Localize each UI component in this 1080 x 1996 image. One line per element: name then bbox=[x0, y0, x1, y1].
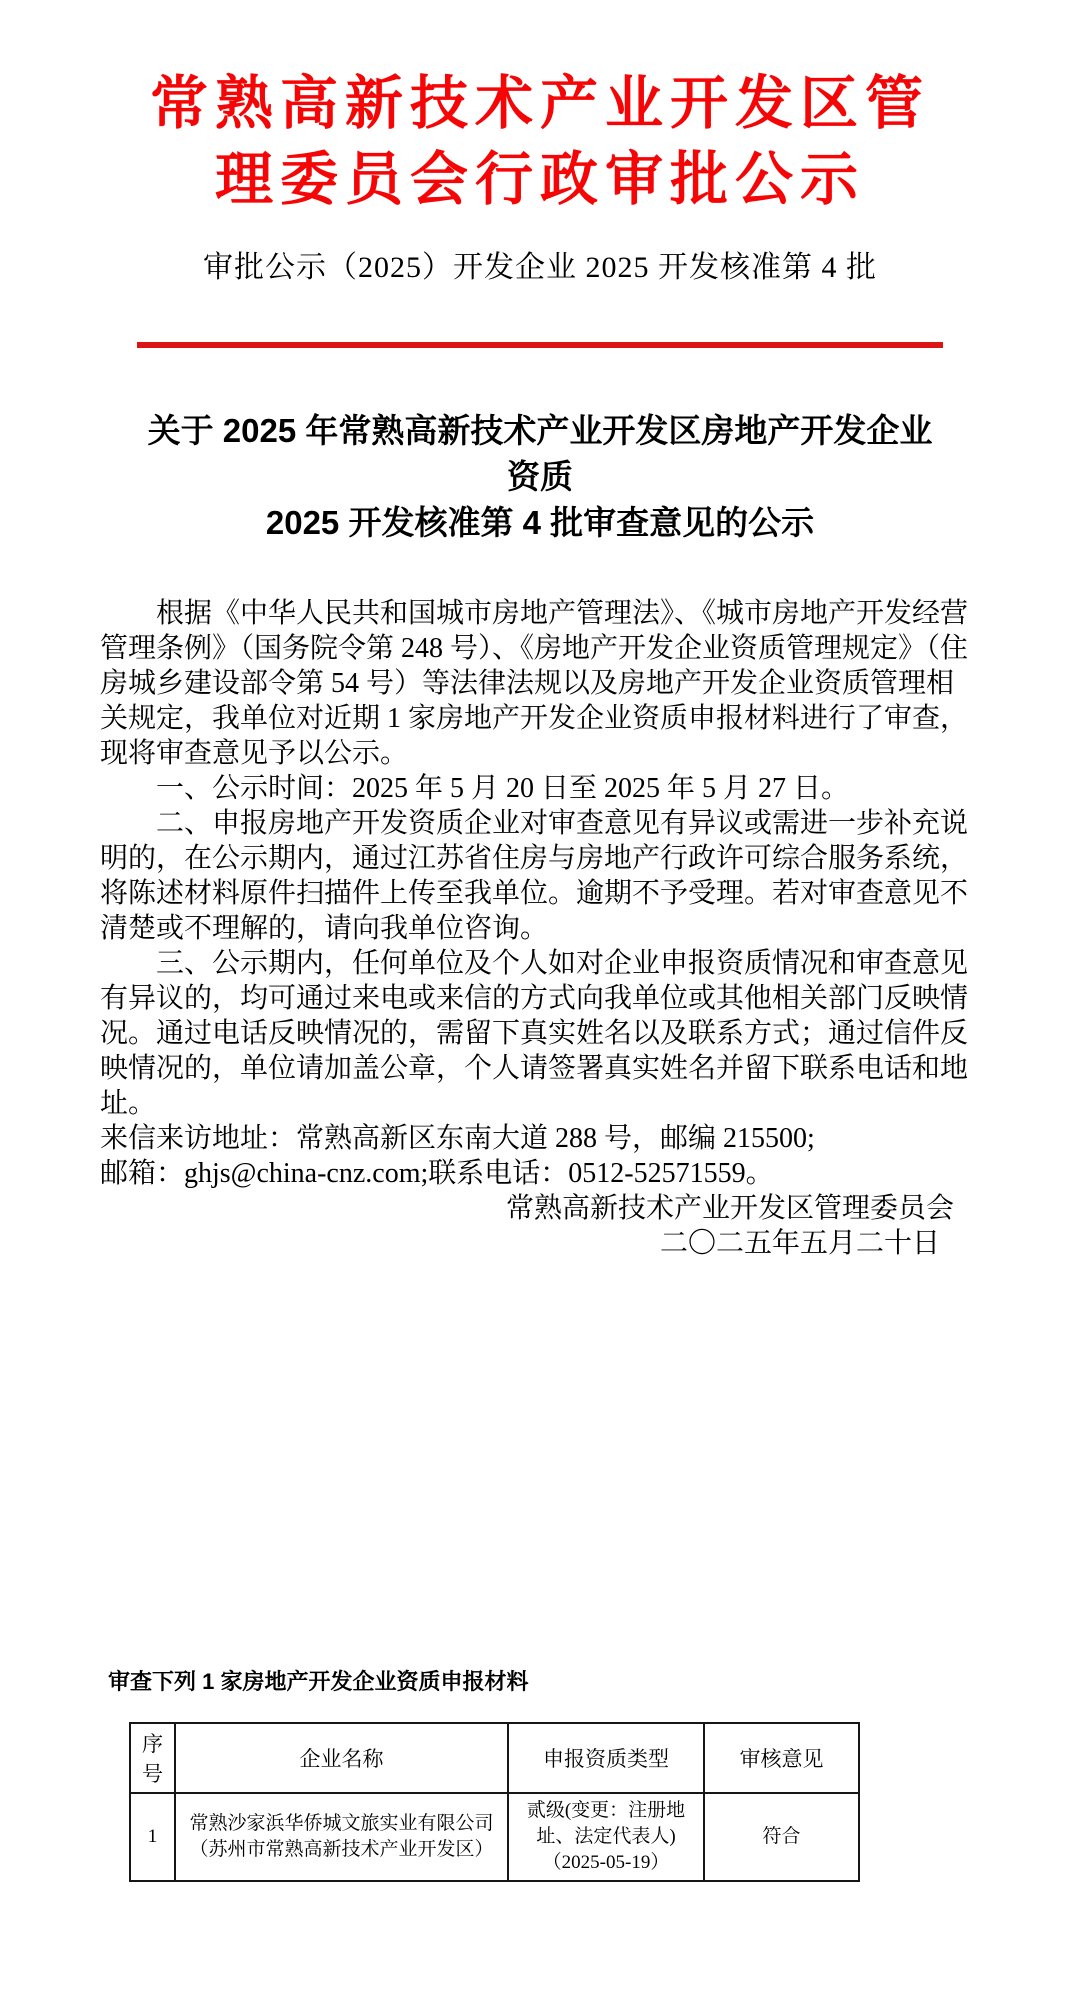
document-title-line-1: 常熟高新技术产业开发区管 bbox=[149, 71, 930, 136]
notice-heading-line-1: 关于 2025 年常熟高新技术产业开发区房地产开发企业 bbox=[147, 412, 933, 449]
contact-email-phone-line: 邮箱：ghjs@china-cnz.com;联系电话：0512-52571559。 bbox=[100, 1158, 774, 1189]
column-header-serial-number: 序号 bbox=[130, 1723, 175, 1793]
paragraph-basis: 根据《中华人民共和国城市房地产管理法》、《城市房地产开发经营管理条例》（国务院令第 248 号）、《房地产开发企业资质管理规定》（住房城乡建设部令第 54 号）等法律法规以及房地产开发企业资质管理相关规定，我单位对近期 1 家房地产开发企业资质申报材料进行了审查，现将审查意见予以公示。 bbox=[100, 598, 969, 769]
cell-company-name bbox=[175, 1793, 508, 1881]
notice-body bbox=[100, 596, 980, 1261]
red-divider-rule bbox=[137, 342, 943, 348]
document-date: 二〇二五年五月二十日 bbox=[659, 1228, 940, 1259]
cell-serial-number: 1 bbox=[130, 1793, 175, 1881]
cell-qualification-type bbox=[508, 1793, 704, 1881]
notice-heading bbox=[100, 408, 980, 546]
review-table-caption: 审查下列 1 家房地产开发企业资质申报材料 bbox=[108, 1669, 529, 1694]
qualification-date-text: （2025-05-19） bbox=[542, 1852, 670, 1873]
table-row bbox=[130, 1793, 859, 1881]
issuing-authority-signature: 常熟高新技术产业开发区管理委员会 bbox=[505, 1193, 954, 1224]
contact-address-line: 来信来访地址：常熟高新区东南大道 288 号，邮编 215500; bbox=[100, 1123, 815, 1154]
document-title-line-2: 理委员会行政审批公示 bbox=[214, 147, 865, 212]
company-name-line-1: 常熟沙家浜华侨城文旅实业有限公司 bbox=[189, 1813, 494, 1834]
qualification-type-text: 贰级(变更：注册地址、法定代表人) bbox=[526, 1800, 686, 1847]
column-header-qualification-type: 申报资质类型 bbox=[508, 1723, 704, 1793]
column-header-company-name: 企业名称 bbox=[175, 1723, 508, 1793]
qualification-review-table bbox=[129, 1722, 860, 1882]
notice-heading-line-2: 资质 bbox=[507, 458, 573, 495]
notice-heading-line-3: 2025 开发核准第 4 批审查意见的公示 bbox=[265, 504, 815, 541]
cell-review-opinion: 符合 bbox=[704, 1793, 859, 1881]
document-title bbox=[100, 66, 980, 218]
company-name-line-2: （苏州市常熟高新技术产业开发区） bbox=[189, 1839, 494, 1860]
paragraph-objection-procedure: 二、申报房地产开发资质企业对审查意见有异议或需进一步补充说明的，在公示期内，通过江苏省住房与房地产行政许可综合服务系统，将陈述材料原件扫描件上传至我单位。逾期不予受理。若对审查意见不清楚或不理解的，请向我单位咨询。 bbox=[100, 808, 969, 944]
document-number-subtitle: 审批公示（2025）开发企业 2025 开发核准第 4 批 bbox=[203, 251, 877, 284]
paragraph-publicity-period: 一、公示时间：2025 年 5 月 20 日至 2025 年 5 月 27 日。 bbox=[156, 773, 850, 804]
paragraph-feedback-channels: 三、公示期内，任何单位及个人如对企业申报资质情况和审查意见有异议的，均可通过来电或来信的方式向我单位或其他相关部门反映情况。通过电话反映情况的，需留下真实姓名以及联系方式；通过信件反映情况的，单位请加盖公章，个人请签署真实姓名并留下联系电话和地址。 bbox=[100, 948, 969, 1119]
table-header-row bbox=[130, 1723, 859, 1793]
column-header-review-opinion: 审核意见 bbox=[704, 1723, 859, 1793]
